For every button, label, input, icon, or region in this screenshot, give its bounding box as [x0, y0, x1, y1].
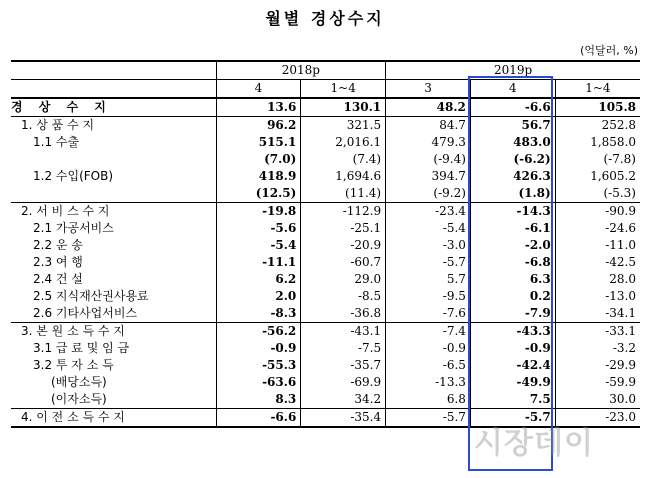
cell-value: -112.9: [301, 203, 386, 221]
cell-value: 5.7: [386, 271, 471, 288]
cell-value: (7.0): [216, 151, 301, 168]
header-row-years: [11, 61, 640, 80]
cell-value: -69.9: [301, 374, 386, 391]
table-row: [11, 168, 640, 185]
header-year-2018: 2018p: [216, 61, 386, 80]
cell-value: -34.1: [555, 305, 640, 323]
cell-value: -24.6: [555, 220, 640, 237]
cell-value: 30.0: [555, 391, 640, 409]
table-row: [11, 185, 640, 203]
cell-value: -59.9: [555, 374, 640, 391]
cell-value: 6.3: [470, 271, 555, 288]
cell-value: -60.7: [301, 254, 386, 271]
table-row: [11, 237, 640, 254]
row-label: 3. 본 원 소 득 수 지: [11, 323, 216, 341]
row-label: (배당소득): [51, 375, 107, 389]
cell-value: 7.5: [470, 391, 555, 409]
row-label: 1.1 수출: [33, 135, 80, 149]
row-label: [11, 151, 216, 168]
cell-value: -19.8: [216, 203, 301, 221]
table-row: [11, 117, 640, 135]
cell-value: -6.6: [216, 409, 301, 428]
cell-value: -8.5: [301, 288, 386, 305]
cell-value: 56.7: [470, 117, 555, 135]
cell-value: -6.1: [470, 220, 555, 237]
cell-value: -5.7: [470, 409, 555, 428]
cell-value: -5.7: [386, 254, 471, 271]
cell-value: 105.8: [555, 98, 640, 117]
cell-value: 1,694.6: [301, 168, 386, 185]
cell-value: 483.0: [470, 134, 555, 151]
cell-value: -33.1: [555, 323, 640, 341]
row-label: 경 상 수 지: [11, 100, 112, 114]
current-account-table: [11, 60, 640, 428]
table-row: [11, 271, 640, 288]
table-row: [11, 305, 640, 323]
row-label: 2.3 여 행: [33, 255, 83, 269]
cell-value: 321.5: [301, 117, 386, 135]
header-col: 4: [470, 80, 555, 99]
cell-value: -5.6: [216, 220, 301, 237]
table-row: [11, 340, 640, 357]
cell-value: -36.8: [301, 305, 386, 323]
cell-value: 252.8: [555, 117, 640, 135]
cell-value: -42.4: [470, 357, 555, 374]
header-col: 3: [386, 80, 471, 99]
watermark-logo: 시장데이: [474, 426, 594, 461]
cell-value: -23.4: [386, 203, 471, 221]
cell-value: (-7.8): [555, 151, 640, 168]
cell-value: (-9.2): [386, 185, 471, 203]
cell-value: 1,605.2: [555, 168, 640, 185]
cell-value: 34.2: [301, 391, 386, 409]
row-label: 2.5 지식재산권사용료: [33, 289, 149, 303]
row-label: [11, 185, 216, 203]
cell-value: 1,858.0: [555, 134, 640, 151]
cell-value: -7.6: [386, 305, 471, 323]
cell-value: -35.7: [301, 357, 386, 374]
cell-value: (12.5): [216, 185, 301, 203]
cell-value: 29.0: [301, 271, 386, 288]
cell-value: 84.7: [386, 117, 471, 135]
cell-value: -2.0: [470, 237, 555, 254]
page-title: 월별 경상수지: [265, 9, 385, 28]
cell-value: 2,016.1: [301, 134, 386, 151]
cell-value: 48.2: [386, 98, 471, 117]
cell-value: -25.1: [301, 220, 386, 237]
table-row: [11, 134, 640, 151]
cell-value: (-5.3): [555, 185, 640, 203]
header-col: 4: [216, 80, 301, 99]
header-row-months: [11, 80, 640, 99]
row-label: 2.2 운 송: [33, 238, 83, 252]
cell-value: -63.6: [216, 374, 301, 391]
cell-value: -0.9: [470, 340, 555, 357]
cell-value: -3.2: [555, 340, 640, 357]
row-label: 2.1 가공서비스: [33, 221, 114, 235]
table-row: [11, 391, 640, 409]
cell-value: -14.3: [470, 203, 555, 221]
cell-value: 6.8: [386, 391, 471, 409]
cell-value: -43.1: [301, 323, 386, 341]
cell-value: -13.3: [386, 374, 471, 391]
cell-value: -20.9: [301, 237, 386, 254]
table-row: [11, 288, 640, 305]
row-label: 3.1 급 료 및 임 금: [33, 341, 130, 355]
cell-value: -5.4: [386, 220, 471, 237]
row-label: 1.2 수입(FOB): [33, 169, 114, 183]
table-body: [11, 98, 640, 427]
cell-value: -0.9: [216, 340, 301, 357]
cell-value: 2.0: [216, 288, 301, 305]
row-label: 1. 상 품 수 지: [11, 117, 216, 135]
table-row: [11, 357, 640, 374]
cell-value: -6.8: [470, 254, 555, 271]
cell-value: 479.3: [386, 134, 471, 151]
header-corner-2: [11, 80, 216, 99]
cell-value: -23.0: [555, 409, 640, 428]
cell-value: 130.1: [301, 98, 386, 117]
cell-value: 394.7: [386, 168, 471, 185]
cell-value: -6.6: [470, 98, 555, 117]
unit-label: (억달러, %): [580, 44, 638, 57]
table-row: [11, 254, 640, 271]
cell-value: -43.3: [470, 323, 555, 341]
cell-value: -11.0: [555, 237, 640, 254]
row-label: 2. 서 비 스 수 지: [11, 203, 216, 221]
cell-value: (7.4): [301, 151, 386, 168]
table-row: [11, 220, 640, 237]
cell-value: 96.2: [216, 117, 301, 135]
row-label: 3.2 투 자 소 득: [33, 358, 114, 372]
cell-value: (-6.2): [470, 151, 555, 168]
table-row: [11, 323, 640, 341]
cell-value: 13.6: [216, 98, 301, 117]
cell-value: -6.5: [386, 357, 471, 374]
cell-value: (11.4): [301, 185, 386, 203]
row-label: (이자소득): [51, 392, 107, 406]
cell-value: -55.3: [216, 357, 301, 374]
cell-value: 0.2: [470, 288, 555, 305]
cell-value: 426.3: [470, 168, 555, 185]
cell-value: -90.9: [555, 203, 640, 221]
cell-value: -0.9: [386, 340, 471, 357]
cell-value: -7.5: [301, 340, 386, 357]
cell-value: -7.4: [386, 323, 471, 341]
cell-value: -3.0: [386, 237, 471, 254]
cell-value: -29.9: [555, 357, 640, 374]
cell-value: -35.4: [301, 409, 386, 428]
table-row: [11, 374, 640, 391]
cell-value: (1.8): [470, 185, 555, 203]
cell-value: -13.0: [555, 288, 640, 305]
table-row: [11, 151, 640, 168]
cell-value: -11.1: [216, 254, 301, 271]
row-label: 4. 이 전 소 득 수 지: [11, 409, 216, 428]
cell-value: (-9.4): [386, 151, 471, 168]
table-row: [11, 203, 640, 221]
cell-value: -5.7: [386, 409, 471, 428]
header-col: 1~4: [301, 80, 386, 99]
cell-value: 28.0: [555, 271, 640, 288]
table-row: [11, 98, 640, 117]
cell-value: -49.9: [470, 374, 555, 391]
cell-value: -7.9: [470, 305, 555, 323]
cell-value: -56.2: [216, 323, 301, 341]
cell-value: -9.5: [386, 288, 471, 305]
cell-value: -8.3: [216, 305, 301, 323]
cell-value: 8.3: [216, 391, 301, 409]
cell-value: 418.9: [216, 168, 301, 185]
row-label: 2.4 건 설: [33, 272, 83, 286]
header-col: 1~4: [555, 80, 640, 99]
header-corner: [11, 61, 216, 80]
header-year-2019: 2019p: [386, 61, 640, 80]
cell-value: 515.1: [216, 134, 301, 151]
cell-value: 6.2: [216, 271, 301, 288]
row-label: 2.6 기타사업서비스: [33, 306, 138, 320]
cell-value: -42.5: [555, 254, 640, 271]
cell-value: -5.4: [216, 237, 301, 254]
